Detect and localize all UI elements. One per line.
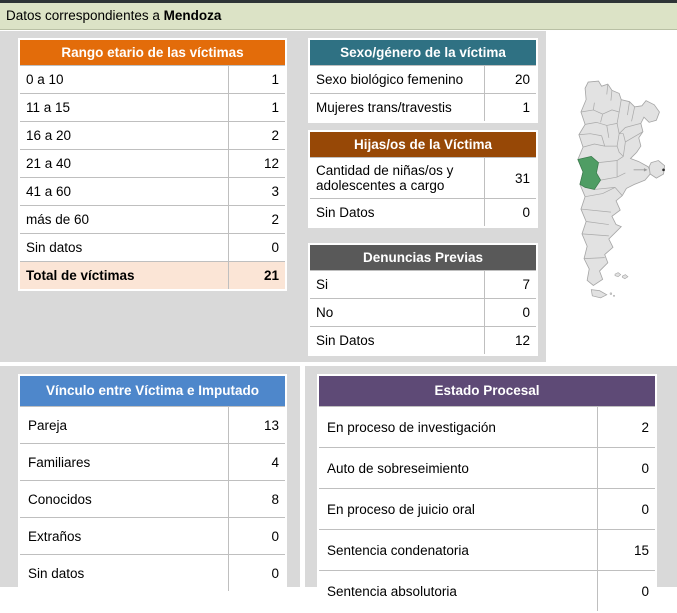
row-label: Sexo biológico femenino (316, 72, 464, 87)
row-label: Sin datos (26, 240, 83, 255)
row-value: 1 (228, 94, 285, 121)
table-row (20, 443, 285, 480)
table-row (310, 157, 536, 198)
row-label: 16 a 20 (26, 128, 72, 143)
table-row (20, 554, 285, 591)
row-label: 21 a 40 (26, 156, 72, 171)
table-row (310, 326, 536, 354)
region-name: Mendoza (163, 8, 222, 23)
row-value: 0 (228, 555, 285, 591)
table-row (310, 93, 536, 121)
table-header: Hijas/os de la Víctima (310, 132, 536, 157)
row-label: Mujeres trans/travestis (316, 100, 452, 115)
table-row (310, 65, 536, 93)
table-row (319, 570, 655, 611)
row-value: 0 (228, 234, 285, 261)
table-row (310, 198, 536, 226)
row-label: Total de víctimas (26, 268, 135, 283)
row-label: En proceso de juicio oral (327, 501, 475, 517)
table-row (20, 205, 285, 233)
row-label: En proceso de investigación (327, 419, 496, 435)
map-city-dot (662, 168, 665, 171)
row-value: 20 (484, 66, 536, 93)
row-label: Sin datos (28, 565, 85, 581)
table-estado-procesal (317, 374, 657, 613)
row-value: 7 (484, 271, 536, 298)
top-panel (0, 31, 546, 362)
table-header: Sexo/género de la víctima (310, 40, 536, 65)
table-rango-etario (18, 38, 287, 291)
table-row (20, 480, 285, 517)
table-vinculo-victima-imputado (18, 374, 287, 593)
table-header: Rango etario de las víctimas (20, 40, 285, 65)
table-header: Denuncias Previas (310, 245, 536, 270)
row-value: 13 (228, 407, 285, 443)
table-denuncias-previas (308, 243, 538, 356)
row-value: 2 (228, 206, 285, 233)
table-sexo-genero (308, 38, 538, 123)
table-row (319, 529, 655, 570)
table-row (20, 121, 285, 149)
row-label: Familiares (28, 454, 91, 470)
row-label: 41 a 60 (26, 184, 72, 199)
page-title-prefix: Datos correspondientes a (6, 8, 160, 23)
argentina-map (556, 80, 672, 302)
table-row (319, 447, 655, 488)
table-row (20, 177, 285, 205)
row-value: 31 (484, 158, 536, 198)
row-value: 3 (228, 178, 285, 205)
row-value: 0 (597, 571, 655, 611)
row-label: Extraños (28, 528, 82, 544)
table-row (20, 65, 285, 93)
row-value: 12 (228, 150, 285, 177)
table-row (20, 406, 285, 443)
row-label: Cantidad de niñas/os y adolescentes a cargo (316, 163, 454, 193)
row-value: 1 (228, 66, 285, 93)
row-label: Sin Datos (316, 333, 375, 348)
row-label: No (316, 305, 334, 320)
table-row (319, 488, 655, 529)
row-value: 12 (484, 327, 536, 354)
row-value: 0 (228, 518, 285, 554)
row-label: Auto de sobreseimiento (327, 460, 469, 476)
row-value: 1 (484, 94, 536, 121)
row-value: 4 (228, 444, 285, 480)
table-row (20, 233, 285, 261)
table-total-row (20, 261, 285, 289)
row-label: 11 a 15 (26, 100, 71, 115)
table-row (319, 406, 655, 447)
map-islet-dot (610, 293, 612, 295)
row-value: 0 (484, 299, 536, 326)
table-header: Estado Procesal (319, 376, 655, 406)
map-tierra-del-fuego (591, 290, 606, 298)
page-title (0, 3, 677, 30)
map-callout-island (649, 161, 664, 179)
table-row (20, 517, 285, 554)
row-value: 0 (597, 489, 655, 529)
row-value: 8 (228, 481, 285, 517)
row-value: 2 (228, 122, 285, 149)
map-islet-dot (613, 295, 614, 296)
table-row (310, 298, 536, 326)
map-malvinas-islands (615, 273, 628, 279)
row-value: 2 (597, 407, 655, 447)
row-label: más de 60 (26, 212, 90, 227)
table-row (310, 270, 536, 298)
row-value: 0 (597, 448, 655, 488)
bottom-right-panel (305, 366, 677, 599)
row-value: 21 (228, 262, 285, 289)
table-header: Vínculo entre Víctima e Imputado (20, 376, 285, 406)
table-row (20, 93, 285, 121)
row-label: Si (316, 277, 329, 292)
row-label: 0 a 10 (26, 72, 64, 87)
row-label: Pareja (28, 417, 68, 433)
row-value: 15 (597, 530, 655, 570)
row-label: Sentencia absolutoria (327, 583, 457, 599)
argentina-map-svg (556, 80, 672, 302)
row-label: Sentencia condenatoria (327, 542, 469, 558)
row-value: 0 (484, 199, 536, 226)
row-label: Conocidos (28, 491, 92, 507)
table-hijos-victima (308, 130, 538, 228)
bottom-left-panel (0, 366, 300, 587)
row-label: Sin Datos (316, 205, 375, 220)
table-row (20, 149, 285, 177)
